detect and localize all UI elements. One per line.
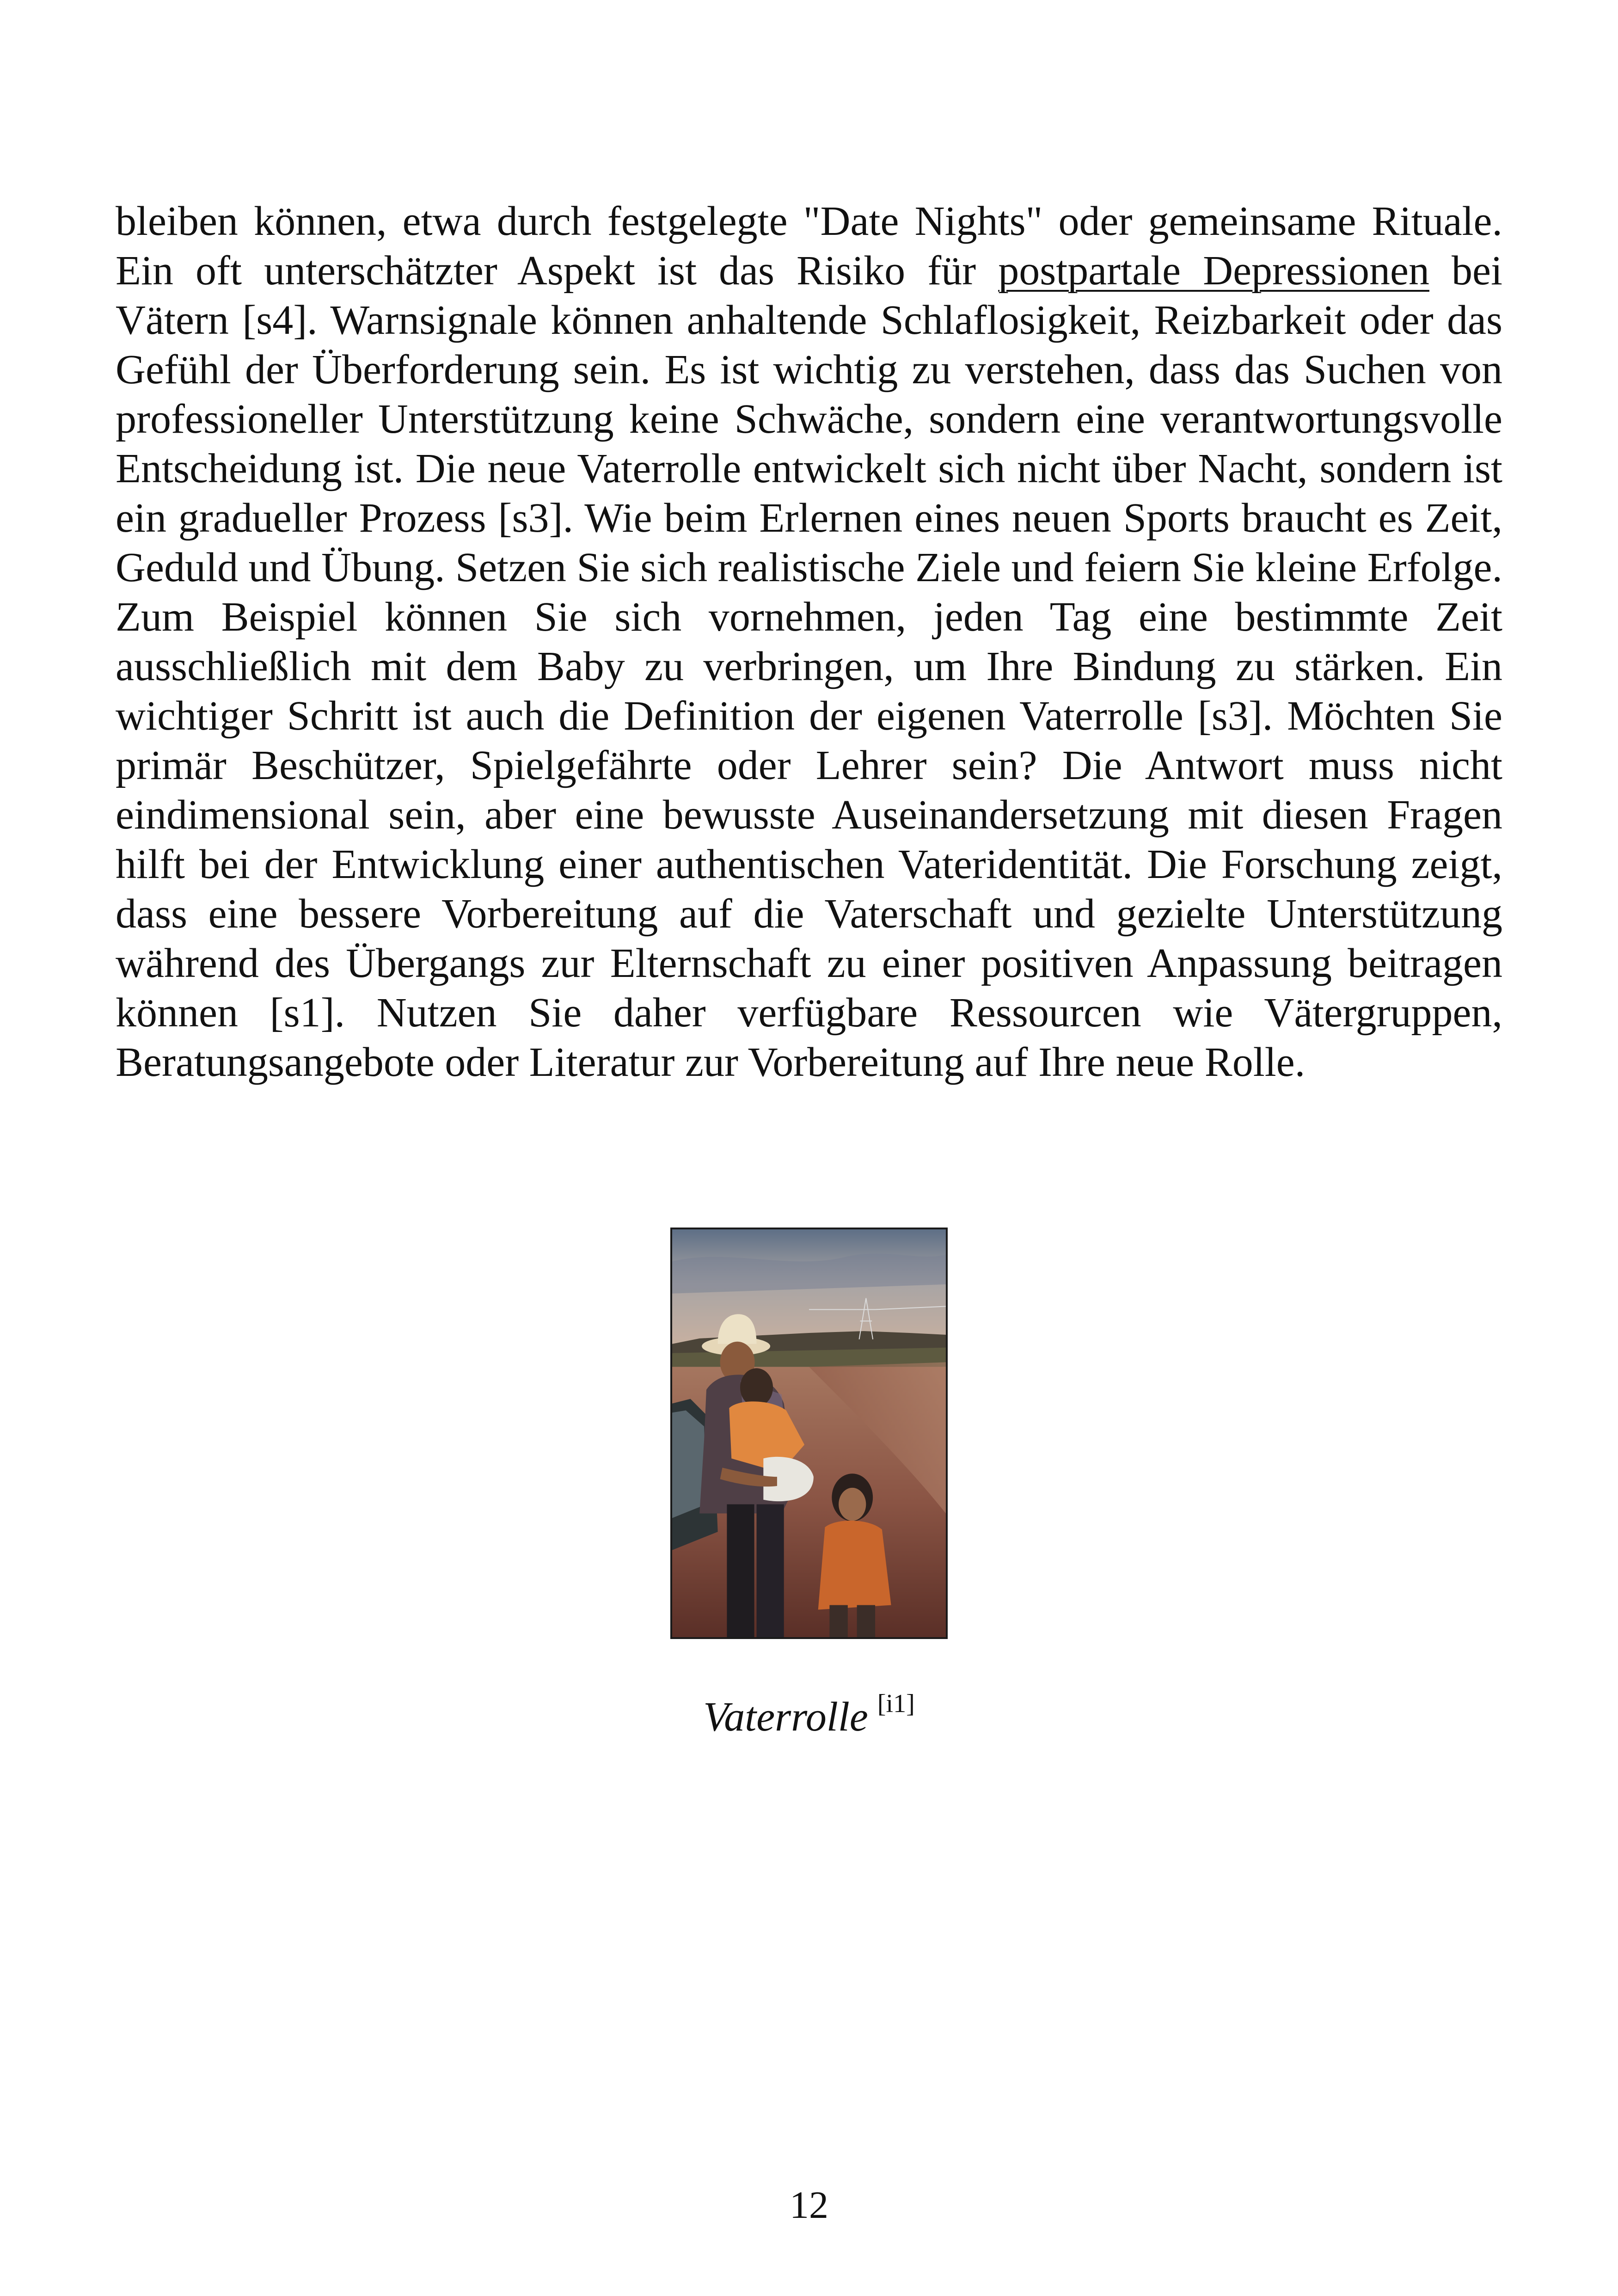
figure-photo [670, 1228, 948, 1639]
postpartale-depressionen-link[interactable]: postpartale Depressionen [998, 248, 1429, 294]
paragraph-text-part-1: bleiben können, etwa durch festgelegte "Date Nights" oder gemeinsame Rituale. Ein oft unterschätzter Aspekt ist das Risiko für [116, 198, 1502, 294]
figure-caption [0, 1678, 1618, 1743]
father-with-children-photo [672, 1229, 946, 1637]
paragraph-text-part-2: bei Vätern [s4]. Warnsignale können anhaltende Schlaflosigkeit, Reizbarkeit oder das Gefühl der Überforderung sein. Es ist wichtig zu verstehen, dass das Suchen von professioneller Unterstützung keine Schwäche, sondern eine verantwortungsvolle Entscheidung ist. Die neue Vaterrolle entwickelt sich nicht über Nacht, sondern ist ein gradueller Prozess [s3]. Wie beim Erlernen eines neuen Sports braucht es Zeit, Geduld und Übung. Setzen Sie sich realistische Ziele und feiern Sie kleine Erfolge. Zum Beispiel können Sie sich vornehmen, jeden Tag eine bestimmte Zeit ausschließlich mit dem Baby zu verbringen, um Ihre Bindung zu stärken. Ein wichtiger Schritt ist auch die Definition der eigenen Vaterrolle [s3]. Möchten Sie primär Beschützer, Spielgefährte oder Lehrer sein? Die Antwort muss nicht eindimensional sein, aber eine bewusste Auseinandersetzung mit diesen Fragen hilft bei der Entwicklung einer authentischen Vateridentität. Die Forschung zeigt, dass eine bessere Vorbereitung auf die Vaterschaft und gezielte Unterstützung während des Übergangs zur Elternschaft zu einer positiven Anpassung beitragen können [s1]. Nutzen Sie daher verfügbare Ressourcen wie Vätergruppen, Beratungsangebote oder Literatur zur Vorbereitung auf Ihre neue Rolle. [116, 248, 1502, 1085]
body-paragraph [116, 196, 1502, 1087]
image-reference: [i1] [877, 1689, 915, 1718]
caption-title: Vaterrolle [703, 1694, 868, 1740]
page-number: 12 [790, 2184, 828, 2227]
